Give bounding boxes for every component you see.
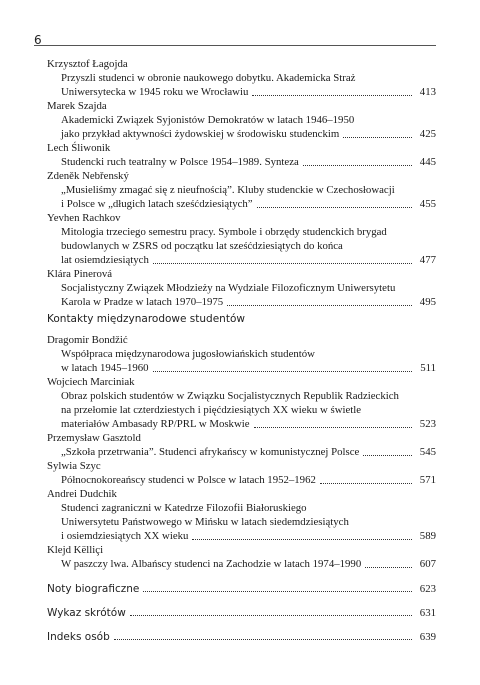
toc-page-number: 607 (419, 558, 436, 570)
toc-entry-last-line (61, 417, 436, 431)
toc-entry[interactable] (47, 281, 436, 309)
toc-entry-title-line: Karola w Pradze w latach 1970–1975 (61, 296, 224, 308)
table-of-contents (47, 57, 436, 643)
toc-back-matter-item[interactable] (47, 583, 436, 595)
section-heading-international: Kontakty międzynarodowe studentów (47, 313, 245, 325)
toc-entry-title-line: i Polsce w „długich latach sześćdziesiątych” (61, 198, 253, 210)
toc-entry-title-line: i osiemdziesiątych XX wieku (61, 530, 189, 542)
toc-entry-last-line (61, 127, 436, 141)
toc-author: Przemysław Gasztold (47, 432, 141, 444)
back-matter-label: Noty biograficzne (47, 583, 140, 595)
toc-entry-title-line: Mitologia trzeciego semestru pracy. Symbole i obrzędy studenckich brygad (61, 226, 387, 238)
toc-entry[interactable] (47, 445, 436, 459)
toc-entry[interactable] (47, 557, 436, 571)
toc-entry-title-line: Socjalistyczny Związek Młodzieży na Wydziale Filozoficznym Uniwersytetu (61, 282, 396, 294)
toc-entry-last-line (61, 253, 436, 267)
toc-page-number: 511 (420, 362, 436, 374)
toc-entry-title-line: Uniwersytecka w 1945 roku we Wrocławiu (61, 86, 249, 98)
toc-page-number: 589 (419, 530, 436, 542)
toc-back-matter-item[interactable] (47, 607, 436, 619)
toc-entry[interactable] (47, 473, 436, 487)
toc-entry-last-line (61, 473, 436, 487)
toc-back-matter-item[interactable] (47, 631, 436, 643)
dot-leader (114, 639, 412, 640)
toc-entry-title-line: Uniwersytetu Państwowego w Mińsku w latach siedemdziesiątych (61, 516, 349, 528)
toc-entry-title-line: materiałów Ambasady RP/PRL w Moskwie (61, 418, 250, 430)
toc-group-b (47, 333, 436, 571)
toc-entry-title-line: Studenci zagraniczni w Katedrze Filozofii Białoruskiego (61, 502, 307, 514)
toc-entry-title-line: Współpraca międzynarodowa jugosłowiańskich studentów (61, 348, 315, 360)
toc-entry-title-line: na przełomie lat czterdziestych i pięćdziesiątych XX wieku w świetle (61, 404, 362, 416)
toc-entry[interactable] (47, 183, 436, 211)
toc-entry-title-line: jako przykład aktywności żydowskiej w środowisku studenckim (61, 128, 340, 140)
toc-entry-title-line: Akademicki Związek Syjonistów Demokratów w latach 1946–1950 (61, 114, 355, 126)
toc-page-number: 631 (419, 607, 436, 619)
toc-entry-title-line: „Musieliśmy zmagać się z nieufnością”. Kluby studenckie w Czechosłowacji (61, 184, 395, 196)
toc-page-number: 545 (419, 446, 436, 458)
toc-author: Dragomir Bondžić (47, 334, 128, 346)
toc-entry-last-line (61, 85, 436, 99)
dot-leader (143, 591, 412, 592)
page-number: 6 (34, 33, 42, 47)
toc-author: Andrei Dudchik (47, 488, 117, 500)
toc-page-number: 413 (419, 86, 436, 98)
toc-author: Zdeněk Nebřenský (47, 170, 129, 182)
dot-leader (257, 207, 412, 208)
dot-leader (320, 483, 412, 484)
back-matter-label: Indeks osób (47, 631, 110, 643)
dot-leader (303, 165, 412, 166)
toc-author: Marek Szajda (47, 100, 107, 112)
dot-leader (363, 455, 412, 456)
toc-author: Yevhen Rachkov (47, 212, 121, 224)
toc-entry-title-line: budowlanych w ZSRS od początku lat sześćdziesiątych do końca (61, 240, 343, 252)
toc-author: Krzysztof Łagojda (47, 58, 128, 70)
dot-leader (153, 371, 412, 372)
toc-entry-title-line: „Szkoła przetrwania”. Studenci afrykańscy w komunistycznej Polsce (61, 446, 360, 458)
dot-leader (192, 539, 412, 540)
toc-back-matter (47, 583, 436, 643)
toc-entry-last-line (61, 197, 436, 211)
toc-entry[interactable] (47, 155, 436, 169)
dot-leader (343, 137, 412, 138)
toc-entry-title-line: Północnokoreańscy studenci w Polsce w latach 1952–1962 (61, 474, 316, 486)
toc-entry-title-line: w latach 1945–1960 (61, 362, 149, 374)
toc-entry[interactable] (47, 347, 436, 375)
toc-entry[interactable] (47, 225, 436, 267)
back-matter-label: Wykaz skrótów (47, 607, 126, 619)
toc-page-number: 623 (419, 583, 436, 595)
toc-page-number: 639 (419, 631, 436, 643)
toc-author: Sylwia Szyc (47, 460, 101, 472)
toc-entry-last-line (61, 529, 436, 543)
toc-entry-title-line: lat osiemdziesiątych (61, 254, 149, 266)
header-rule (34, 45, 436, 46)
toc-entry-last-line (61, 155, 436, 169)
toc-author: Wojciech Marciniak (47, 376, 135, 388)
toc-entry-last-line (61, 361, 436, 375)
toc-entry-last-line (61, 445, 436, 459)
dot-leader (254, 427, 412, 428)
toc-page-number: 495 (419, 296, 436, 308)
toc-author: Lech Śliwonik (47, 142, 111, 154)
toc-entry[interactable] (47, 389, 436, 431)
toc-entry-last-line (61, 557, 436, 571)
dot-leader (227, 305, 412, 306)
dot-leader (130, 615, 412, 616)
dot-leader (365, 567, 412, 568)
toc-page-number: 523 (419, 418, 436, 430)
dot-leader (252, 95, 412, 96)
dot-leader (153, 263, 412, 264)
toc-page-number: 477 (419, 254, 436, 266)
toc-author: Klára Pinerová (47, 268, 113, 280)
toc-entry-title-line: Obraz polskich studentów w Związku Socjalistycznych Republik Radzieckich (61, 390, 399, 402)
toc-author: Klejd Këlliçi (47, 544, 104, 556)
toc-page-number: 571 (419, 474, 436, 486)
toc-entry-title-line: W paszczy lwa. Albańscy studenci na Zachodzie w latach 1974–1990 (61, 558, 362, 570)
toc-entry[interactable] (47, 71, 436, 99)
toc-entry-last-line (61, 295, 436, 309)
toc-entry-title-line: Studencki ruch teatralny w Polsce 1954–1989. Synteza (61, 156, 299, 168)
toc-group-a (47, 57, 436, 309)
toc-page-number: 455 (419, 198, 436, 210)
toc-entry[interactable] (47, 501, 436, 543)
toc-page-number: 445 (419, 156, 436, 168)
toc-page-number: 425 (419, 128, 436, 140)
toc-entry[interactable] (47, 113, 436, 141)
toc-entry-title-line: Przyszli studenci w obronie naukowego dobytku. Akademicka Straż (61, 72, 356, 84)
